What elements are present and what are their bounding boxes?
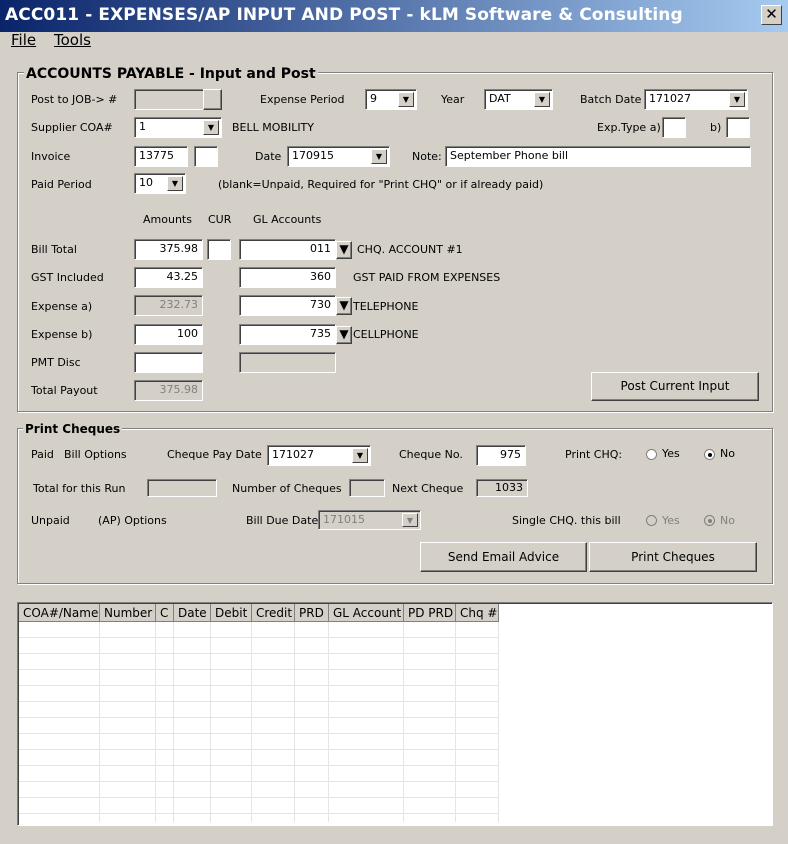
chevron-down-icon: ▼ — [371, 149, 387, 164]
single-chq-no-radio — [704, 515, 715, 526]
pmt-disc-input[interactable] — [134, 352, 203, 373]
grid-row-line — [19, 653, 499, 654]
column-header-pd-prd[interactable]: PD PRD — [404, 604, 456, 622]
grid-column-line — [294, 622, 295, 822]
grid-column-line — [99, 622, 100, 822]
cheque-pay-date-select[interactable] — [267, 445, 371, 466]
exp-type-b-input[interactable] — [726, 117, 750, 138]
expense-period-value: 9 — [370, 92, 377, 105]
column-header-number[interactable]: Number — [100, 604, 156, 622]
bill-total-label: Bill Total — [31, 243, 77, 256]
print-chq-no-label[interactable]: No — [720, 447, 735, 460]
grid-row-line — [19, 701, 499, 702]
window-title: ACC011 - EXPENSES/AP INPUT AND POST - kLM Software & Consulting — [5, 5, 683, 25]
column-header-chq-no[interactable]: Chq # — [456, 604, 499, 622]
year-select[interactable] — [484, 89, 553, 110]
grid-column-line — [173, 622, 174, 822]
date-label: Date — [255, 150, 282, 163]
expense-b-gl-name: CELLPHONE — [353, 328, 419, 341]
gst-included-input[interactable]: 43.25 — [134, 267, 203, 288]
invoice-date-select[interactable] — [287, 146, 390, 167]
paid-period-label: Paid Period — [31, 178, 92, 191]
note-input[interactable]: September Phone bill — [445, 146, 751, 167]
expense-period-label: Expense Period — [260, 93, 345, 106]
grid-row-line — [19, 669, 499, 670]
single-chq-yes-radio — [646, 515, 657, 526]
expense-period-select[interactable] — [365, 89, 417, 110]
post-current-input-button[interactable]: Post Current Input — [591, 372, 759, 401]
job-lookup-button[interactable] — [203, 89, 222, 110]
invoice-date-value: 170915 — [292, 149, 334, 162]
ap-options-label: (AP) Options — [98, 514, 167, 527]
chevron-down-icon: ▼ — [203, 120, 219, 135]
menu-tools-label: Tools — [54, 31, 91, 49]
single-chq-yes-label: Yes — [662, 514, 680, 527]
chevron-down-icon: ▼ — [398, 92, 414, 107]
total-for-run-label: Total for this Run — [33, 482, 126, 495]
invoice-input[interactable]: 13775 — [134, 146, 188, 167]
expense-a-gl-name: TELEPHONE — [353, 300, 419, 313]
supplier-coa-select[interactable] — [134, 117, 222, 138]
single-chq-no-label: No — [720, 514, 735, 527]
post-to-job-label: Post to JOB-> # — [31, 93, 118, 106]
gst-gl-input[interactable]: 360 — [239, 267, 336, 288]
total-payout-value: 375.98 — [134, 380, 203, 401]
print-cheques-button[interactable]: Print Cheques — [589, 542, 757, 572]
column-header-coa-name[interactable]: COA#/Name — [19, 604, 100, 622]
column-header-c[interactable]: C — [156, 604, 174, 622]
post-to-job-input — [134, 89, 204, 110]
number-of-cheques-value — [349, 479, 385, 497]
expense-a-gl-input[interactable]: 730 — [239, 295, 336, 316]
chevron-down-icon: ▼ — [339, 298, 349, 312]
next-cheque-label: Next Cheque — [392, 482, 464, 495]
gl-accounts-column-header: GL Accounts — [253, 213, 322, 226]
grid-row-line — [19, 765, 499, 766]
cheque-pay-date-value: 171027 — [272, 448, 314, 461]
batch-date-value: 171027 — [649, 92, 691, 105]
exp-type-a-label: Exp.Type a) — [597, 121, 661, 134]
grid-column-line — [251, 622, 252, 822]
supplier-coa-label: Supplier COA# — [31, 121, 113, 134]
accounts-payable-legend: ACCOUNTS PAYABLE - Input and Post — [26, 66, 316, 82]
pmt-disc-gl-input — [239, 352, 336, 373]
grid-row-line — [19, 797, 499, 798]
amounts-column-header: Amounts — [143, 213, 192, 226]
expense-b-input[interactable]: 100 — [134, 324, 203, 345]
chevron-down-icon: ▼ — [402, 513, 418, 527]
expense-b-gl-dropdown[interactable] — [336, 326, 352, 344]
print-chq-no-radio[interactable] — [704, 449, 715, 460]
print-cheques-legend: Print Cheques — [25, 422, 121, 436]
close-button[interactable]: ✕ — [761, 5, 782, 25]
exp-type-a-input[interactable] — [662, 117, 686, 138]
print-chq-yes-radio[interactable] — [646, 449, 657, 460]
number-of-cheques-label: Number of Cheques — [232, 482, 342, 495]
pmt-disc-label: PMT Disc — [31, 356, 81, 369]
next-cheque-value: 1033 — [476, 479, 528, 497]
chevron-down-icon: ▼ — [729, 92, 745, 107]
bill-total-input[interactable]: 375.98 — [134, 239, 203, 260]
expense-b-label: Expense b) — [31, 328, 93, 341]
grid-column-line — [155, 622, 156, 822]
year-label: Year — [441, 93, 465, 106]
menu-file[interactable] — [11, 31, 36, 49]
total-payout-label: Total Payout — [31, 384, 98, 397]
grid-column-line — [210, 622, 211, 822]
bill-due-date-label: Bill Due Date — [246, 514, 319, 527]
print-chq-label: Print CHQ: — [565, 448, 623, 461]
column-header-credit[interactable]: Credit — [252, 604, 295, 622]
expense-b-gl-input[interactable]: 735 — [239, 324, 336, 345]
bill-due-date-value: 171015 — [323, 513, 365, 526]
chevron-down-icon: ▼ — [352, 448, 368, 463]
chevron-down-icon: ▼ — [339, 242, 349, 256]
grid-header-row — [19, 604, 499, 622]
expense-a-input: 232.73 — [134, 295, 203, 316]
chevron-down-icon: ▼ — [167, 176, 183, 191]
gst-gl-name: GST PAID FROM EXPENSES — [353, 271, 501, 284]
supplier-name: BELL MOBILITY — [232, 121, 315, 134]
batch-date-label: Batch Date — [580, 93, 642, 106]
supplier-coa-value: 1 — [139, 120, 146, 133]
paid-period-value: 10 — [139, 176, 153, 189]
paid-period-hint: (blank=Unpaid, Required for "Print CHQ" or if already paid) — [218, 178, 544, 191]
gst-included-label: GST Included — [31, 271, 104, 284]
chevron-down-icon: ▼ — [534, 92, 550, 107]
invoice-label: Invoice — [31, 150, 71, 163]
bill-due-date-select — [318, 510, 421, 530]
chevron-down-icon: ▼ — [339, 327, 349, 341]
grid-row-line — [19, 637, 499, 638]
grid-column-line — [403, 622, 404, 822]
grid-row-line — [19, 733, 499, 734]
grid-body — [19, 622, 769, 822]
batch-date-select[interactable] — [644, 89, 748, 110]
bill-total-gl-name: CHQ. ACCOUNT #1 — [357, 243, 463, 256]
menu-tools[interactable] — [54, 31, 91, 49]
column-header-debit[interactable]: Debit — [211, 604, 252, 622]
cheque-pay-date-label: Cheque Pay Date — [167, 448, 262, 461]
cheque-no-label: Cheque No. — [399, 448, 463, 461]
grid-row-line — [19, 813, 499, 814]
year-value: DAT — [489, 92, 511, 105]
total-for-run-value — [147, 479, 217, 497]
cur-column-header: CUR — [208, 213, 232, 226]
bill-total-gl-dropdown[interactable] — [336, 241, 352, 259]
grid-column-line — [498, 622, 499, 822]
grid-row-line — [19, 781, 499, 782]
column-header-date[interactable]: Date — [174, 604, 211, 622]
menu-file-label: File — [11, 31, 37, 49]
paid-label: Paid — [31, 448, 54, 461]
bill-total-currency-input[interactable] — [207, 239, 231, 260]
expense-a-label: Expense a) — [31, 300, 93, 313]
column-header-gl-account[interactable]: GL Account — [329, 604, 404, 622]
single-chq-label: Single CHQ. this bill — [512, 514, 621, 527]
grid-row-line — [19, 717, 499, 718]
unpaid-label: Unpaid — [31, 514, 70, 527]
send-email-advice-button[interactable]: Send Email Advice — [420, 542, 587, 572]
grid-row-line — [19, 685, 499, 686]
cheque-no-input[interactable]: 975 — [476, 445, 526, 466]
paid-period-select[interactable] — [134, 173, 186, 194]
bill-options-label: Bill Options — [64, 448, 127, 461]
grid-row-line — [19, 749, 499, 750]
grid-column-line — [455, 622, 456, 822]
invoice-extra-input[interactable] — [194, 146, 218, 167]
exp-type-b-label: b) — [710, 121, 722, 134]
print-chq-yes-label[interactable]: Yes — [662, 447, 680, 460]
note-label: Note: — [412, 150, 442, 163]
grid-column-line — [328, 622, 329, 822]
column-header-prd[interactable]: PRD — [295, 604, 329, 622]
bill-total-gl-input[interactable]: 011 — [239, 239, 336, 260]
expense-a-gl-dropdown[interactable] — [336, 297, 352, 315]
